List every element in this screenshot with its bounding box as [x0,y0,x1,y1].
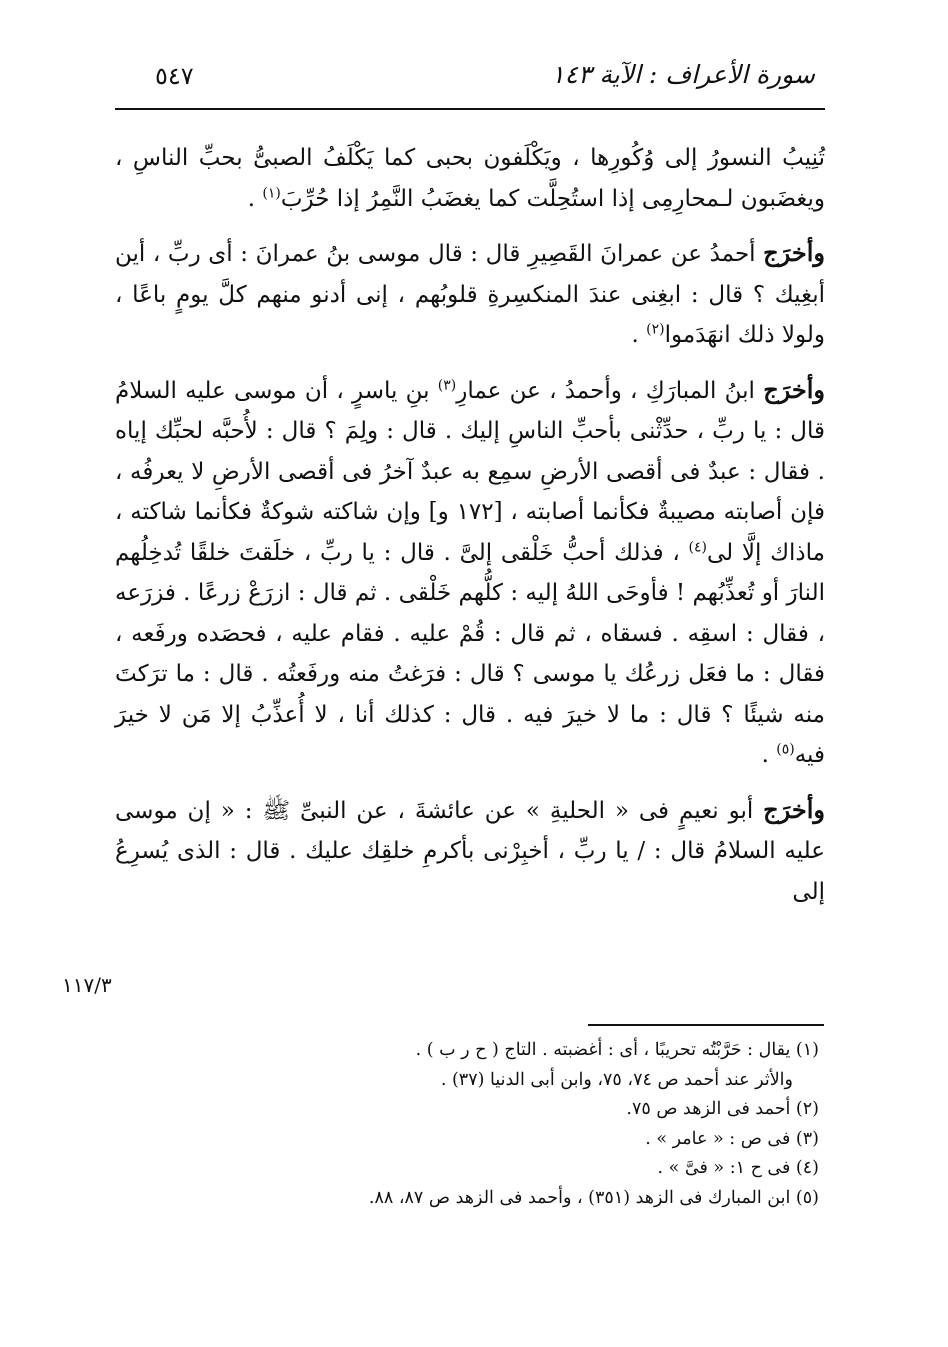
paragraph-text: أحمدُ عن عمرانَ القَصِيرِ قال : قال موسى بنُ عمرانَ : أى ربِّ ، أين أبغِيك ؟ قال : ابغِنى عندَ المنكسِرةِ قلوبُهم ، إنى أدنو منهم كلَّ يومٍ باعًا ، ولولا ذلك انهَدَموا [115,241,825,348]
footnote-marker: (٥) [776,741,795,758]
footnote: (٥) ابن المبارك فى الزهد (٣٥١) ، وأحمد فى الزهد ص ٨٧، ٨٨. [368,1187,819,1208]
footnote: والأثر عند أحمد ص ٧٤، ٧٥، وابن أبى الدنيا (٣٧) . [440,1069,793,1090]
paragraph-text: تُنِيبُ النسورُ إلى وُكُورِها ، ويَكْلَفون بحبى كما يَكْلَفُ الصبىُّ بحبِّ الناسِ ، ويغضَبون لـمحارِمِى إذا استُحِلَّت كما يغضَبُ النَّمِرُ إذا حُرِّبَ [115,145,825,212]
margin-reference: ١١٧/٣ [62,973,112,997]
paragraph-text: أبو نعيمٍ فى « الحليةِ » عن عائشةَ ، عن النبىِّ ﷺ : « إن موسى عليه السلامُ قال : / يا ربِّ ، أخبِرْنى بأكرمِ خلقِك عليك . قال : الذى يُسرِعُ إلى [115,797,825,905]
header-rule [115,108,825,110]
footnotes [115,1036,819,1213]
paragraph-text: ابنُ المبارَكِ ، وأحمدُ ، عن عمارِ [456,377,764,404]
paragraph-text: ، فذلك أحبُّ خَلْقى إلىَّ . قال : يا ربِّ ، خلَقتَ خلقًا تُدخِلُهم النارَ أو تُعذِّبُهم ! فأوحَى اللهُ إليه : كلُّهم خَلْقى . ثم قال : ازرَعْ زرعًا . فزرَعه ، فقال : اسقِه . فسقاه ، ثم قال : قُمْ عليه . فقام عليه ، فحصَده ورفَعه ، فقال : ما فعَل زرعُك يا موسى ؟ قال : فرَغتُ منه ورفَعتُه . قال : ما ترَكتَ منه شيئًا ؟ قال : ما لا خيرَ فيه . قال : كذلك أنا ، لا أُعذِّبُ إلا مَن لا خيرَ فيه [115,539,825,768]
footnote: (١) يقال : حَرَّبْتُه تحريبًا ، أى : أغضبته . التاج ( ح ر ب ) . [415,1040,819,1060]
paragraph [115,138,825,219]
paragraph-lead: وأخرَج [763,238,825,267]
running-title: سورة الأعراف : الآية ١٤٣ [551,60,815,89]
footnote-rule [588,1024,824,1026]
footnote-marker: (٣) [437,376,457,393]
footnote: (٣) فى ص : « عامر » . [645,1128,819,1149]
footnote: (٢) أحمد فى الزهد ص ٧٥. [626,1099,819,1119]
footnote-marker: (٢) [646,321,665,338]
footnote: (٤) فى ح ١: « فىَّ » . [657,1158,819,1178]
paragraph-tail: . [761,742,777,768]
paragraph-lead: وأخرَج [763,794,825,824]
footnote-marker: (١) [262,184,281,201]
paragraph-lead: وأخرَج [763,374,826,404]
paragraph-tail: . [631,322,647,348]
footnote-marker: (٤) [688,538,707,555]
paragraph-text: بنِ ياسرٍ ، أن موسى عليه السلامُ قال : يا ربِّ ، حدِّثْنى بأحبِّ الناسِ إليك . قال : ولِمَ ؟ قال : لأُحبَّه لحبِّك إياه . فقال : عبدٌ فى أقصى الأرضِ سمِع به عبدٌ آخرُ فى أقصى الأرضِ لا يعرفُه ، فإن أصابته مصيبةٌ فكأنما أصابته ، [١٧٢ و] وإن شاكته شوكةٌ فكأنما شاكته ، ماذاك إلَّا لى [115,377,825,566]
page-number: ٥٤٧ [155,62,194,90]
main-text [115,138,825,926]
paragraph-tail: . [247,185,263,212]
paragraph [115,370,825,776]
paragraph [115,790,825,913]
page-header [115,54,825,104]
paragraph [115,233,825,356]
